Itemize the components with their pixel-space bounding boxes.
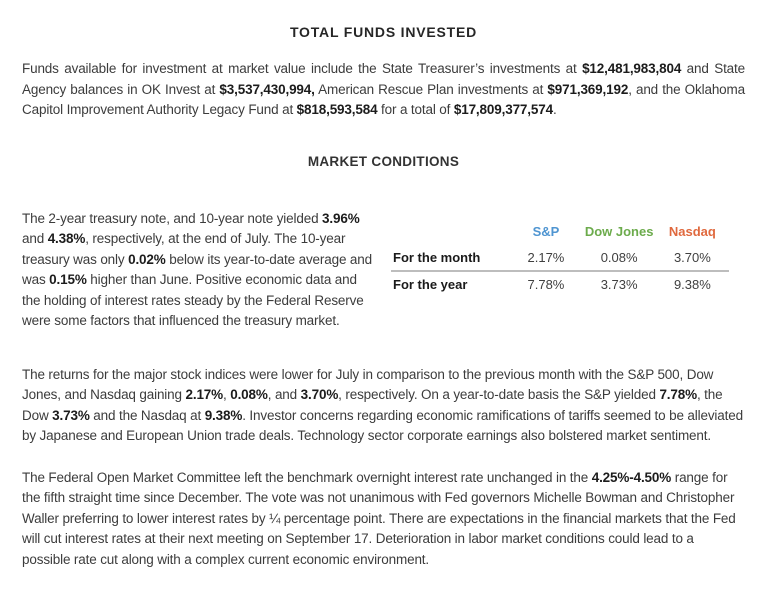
text-run: higher than June. Positive economic data and the holding of interest rates steady by the Federal Reserve were some factors that influenced the treasury market. (22, 272, 364, 328)
paragraph-stocks (22, 365, 745, 447)
bold-value: $3,537,430,994, (219, 81, 315, 97)
text-run: , respectively, at the end of July. The 10-year treasury was only (22, 231, 346, 267)
text-run: The returns for the major stock indices were lower for July in comparison to the previous month with the S&P 500, Dow Jones, and Nasdaq gaining (22, 366, 714, 402)
text-run: , the Dow (22, 387, 723, 423)
text-run: . Investor concerns regarding economic ramifications of tariffs seemed to be alleviated by Japanese and European Union trade deals. Technology sector corporate earnings also bolstered market sentiment. (22, 407, 743, 443)
market-table-header (391, 219, 729, 245)
paragraph-treasury (22, 209, 375, 332)
table-header-nasdaq: Nasdaq (668, 223, 716, 239)
bold-value: $818,593,584 (296, 102, 378, 117)
market-conditions-section (22, 209, 745, 332)
bold-value: 0.08% (230, 387, 268, 402)
text-run: , and (267, 387, 301, 402)
bold-value: 0.15% (49, 272, 87, 287)
market-conditions-heading: MARKET CONDITIONS (307, 153, 460, 169)
bold-value: 4.25%-4.50% (591, 469, 672, 485)
text-run: below its year-to-date average and was (22, 251, 372, 287)
text-run: , respectively. On a year-to-date basis the S&P yielded (338, 387, 660, 402)
value-cell: 3.73% (600, 276, 638, 292)
table-header-dow-jones: Dow Jones (584, 223, 654, 239)
value-cell: 2.17% (509, 245, 582, 271)
bold-value: $17,809,377,574 (453, 102, 553, 117)
table-row (391, 219, 729, 245)
text-run: Funds available for investment at market value include the State Treasurer’s investments at (22, 61, 583, 76)
row-label: For the year (393, 276, 468, 292)
text-run: and State Agency balances in OK Invest at (22, 61, 745, 97)
text-run: . (552, 102, 557, 117)
bold-value: 3.70% (300, 387, 339, 402)
bold-value: 7.78% (659, 387, 697, 402)
value-cell: 0.08% (583, 245, 656, 271)
text-run: and the Nasdaq at (89, 407, 205, 423)
bold-value: 0.02% (128, 251, 166, 267)
market-table-body (391, 245, 729, 297)
text-run: American Rescue Plan investments at (314, 81, 548, 97)
value-cell: 9.38% (673, 276, 711, 292)
text-run: The Federal Open Market Committee left the benchmark overnight interest rate unchanged in the (22, 469, 592, 485)
bold-value: $971,369,192 (547, 81, 629, 97)
bold-value: 3.96% (322, 210, 360, 226)
row-label: For the month (391, 245, 509, 271)
value-cell: 7.78% (527, 276, 565, 292)
bold-value: 9.38% (204, 407, 243, 423)
text-run: and (22, 231, 48, 246)
text-run: range for the fifth straight time since December. The vote was not unanimous with Fed governors Michelle Bowman and Christopher Waller preferring to lower interest rates by ¼ percentage point. There are expectations in the financial markets that the Fed will cut interest rates at their next meeting on September 17. Deterioration in labor market conditions could lead to a possible rate cut along with a complex current economic environment. (22, 469, 736, 567)
market-returns-table (391, 219, 729, 297)
paragraph-funds (22, 59, 745, 121)
table-header-s-p: S&P (532, 223, 560, 239)
table-corner-cell (391, 219, 509, 245)
bold-value: $12,481,983,804 (582, 61, 682, 76)
treasury-column (22, 209, 391, 332)
table-row (391, 271, 729, 297)
paragraph-fed (22, 468, 745, 571)
text-run: , and the Oklahoma Capitol Improvement Authority Legacy Fund at (22, 81, 745, 117)
bold-value: 4.38% (47, 231, 86, 246)
market-table-column (391, 219, 745, 297)
total-funds-heading: TOTAL FUNDS INVESTED (289, 24, 478, 40)
table-row (391, 245, 729, 271)
value-cell: 3.70% (656, 245, 729, 271)
text-run: , (223, 387, 231, 402)
text-run: for a total of (377, 102, 454, 117)
text-run: The 2-year treasury note, and 10-year note yielded (22, 210, 323, 226)
bold-value: 3.73% (52, 407, 90, 423)
bold-value: 2.17% (185, 387, 224, 402)
